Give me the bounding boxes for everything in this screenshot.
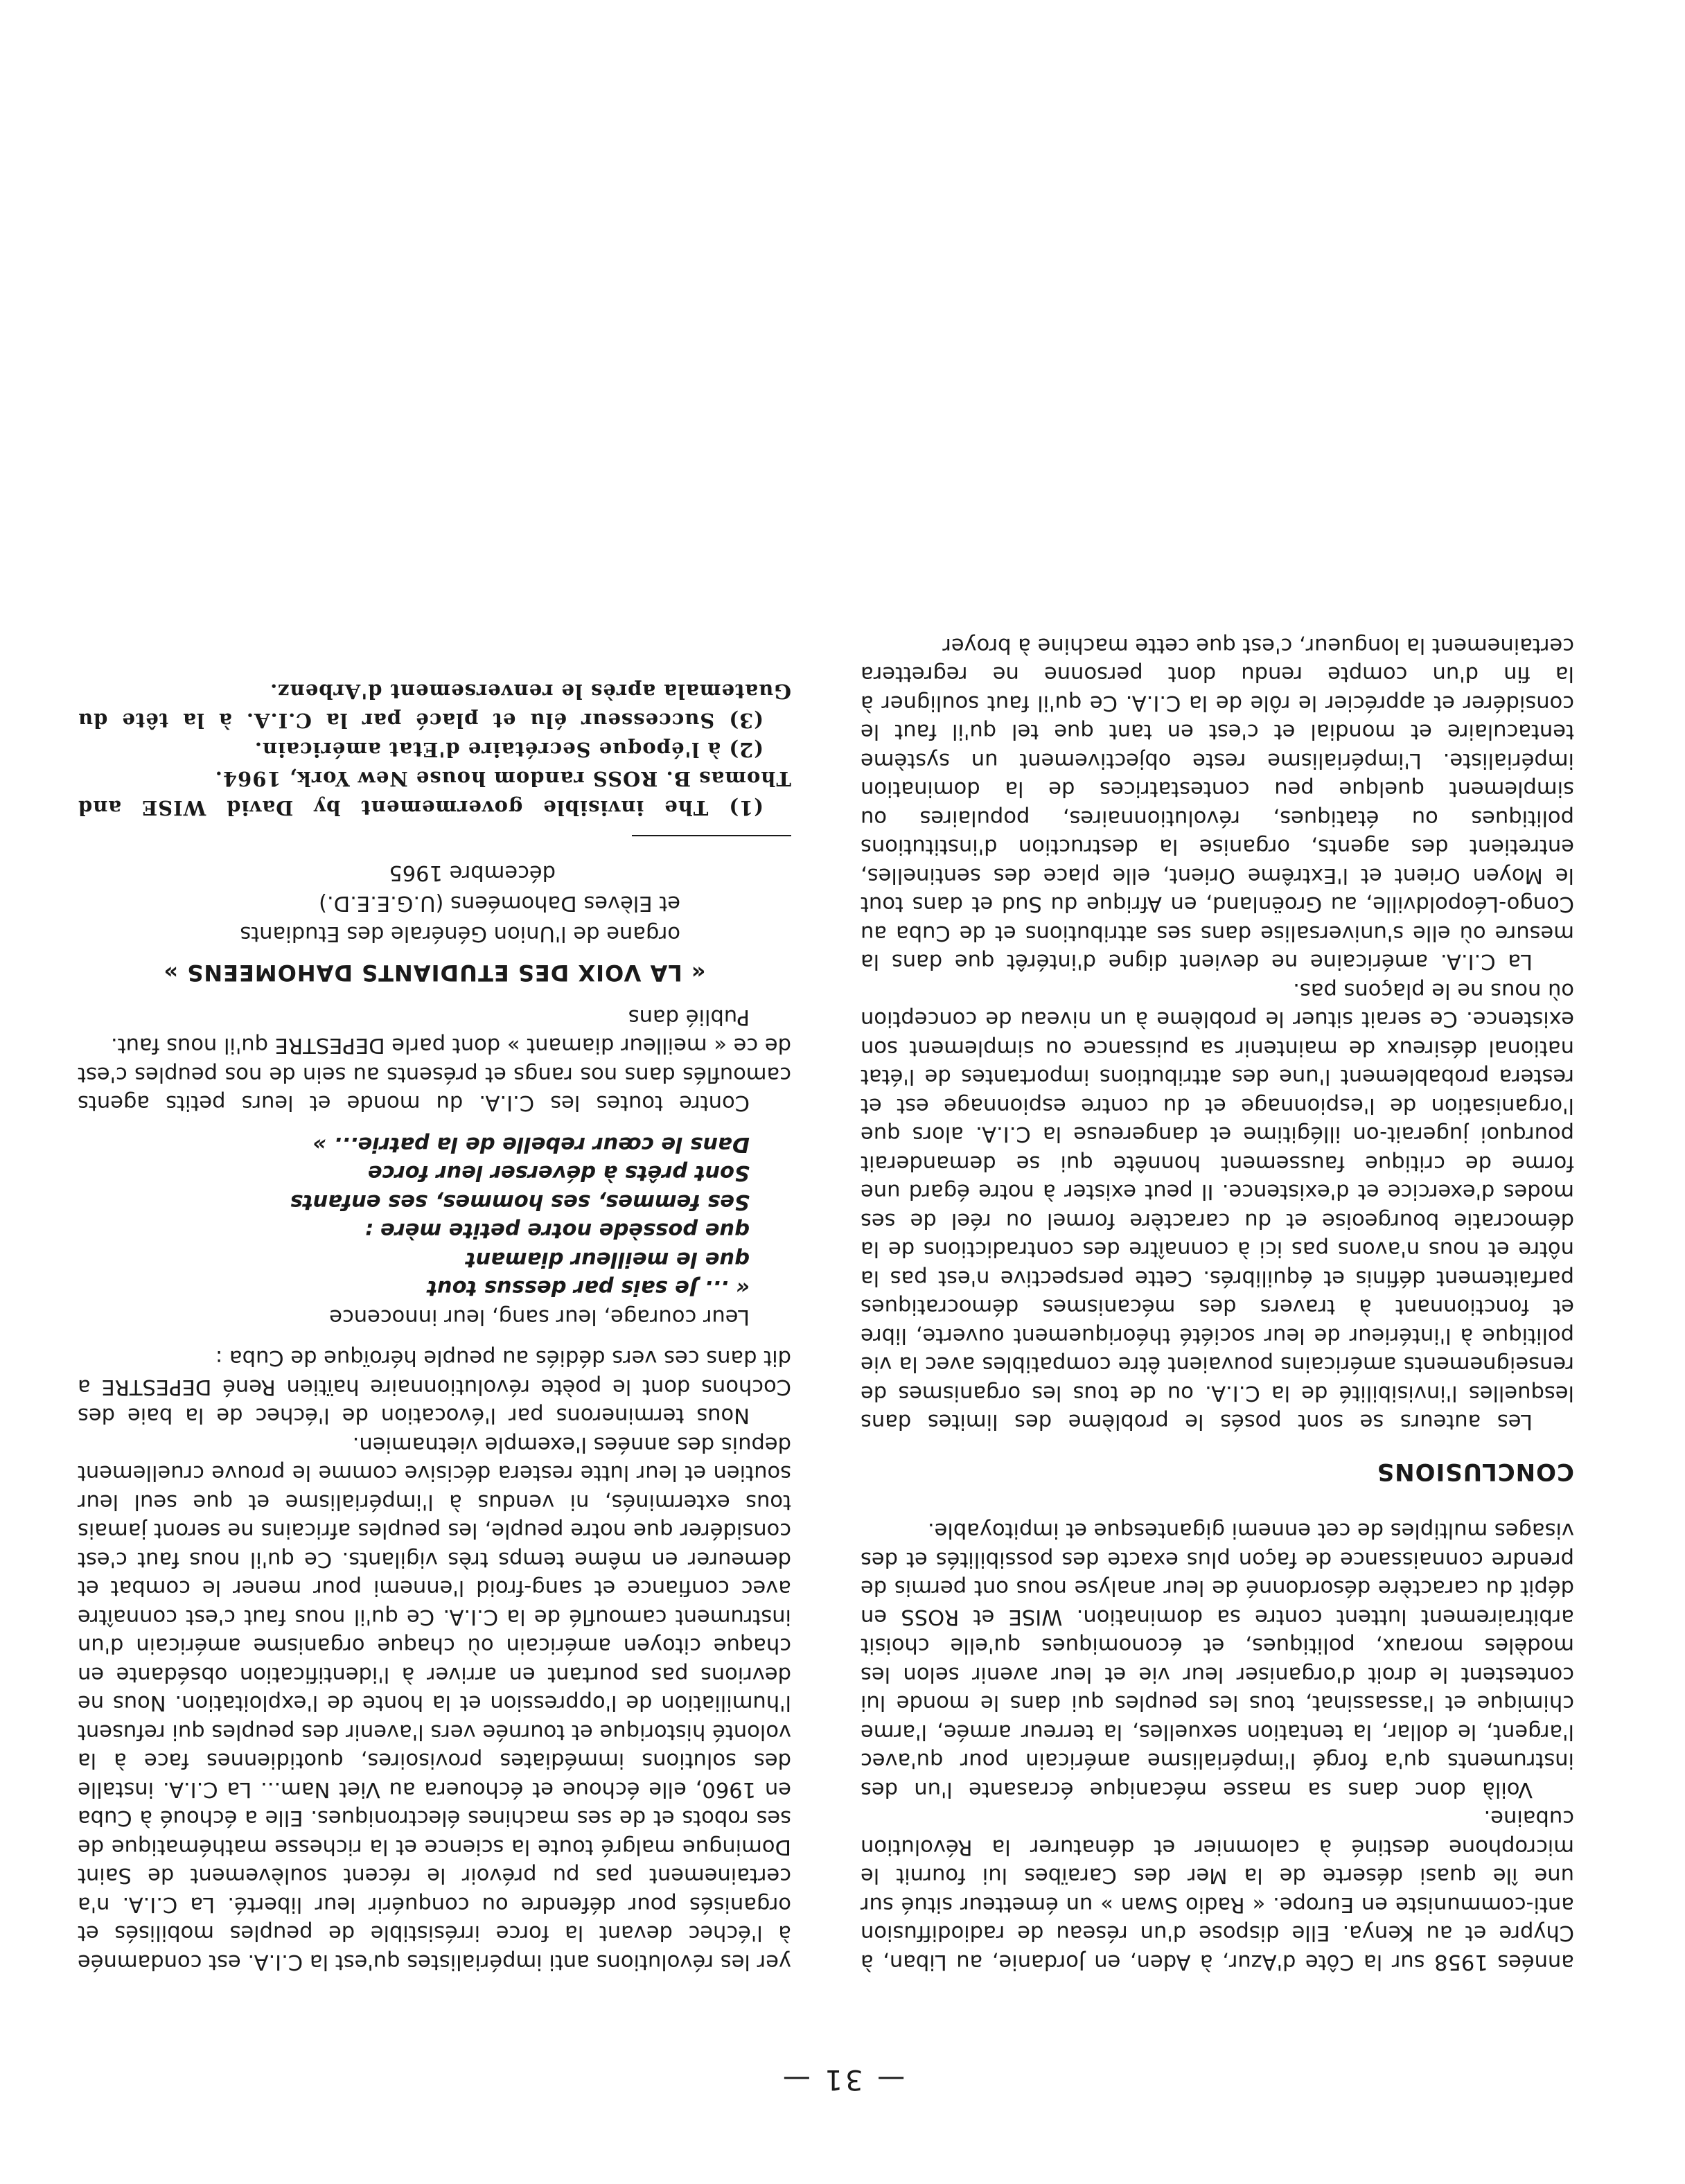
- paragraph: yer les révolutions anti impérialistes qu'est la C.I.A. est condamnée à l'échec devant la force irrésistible de peuples mobilisés et organisés pour défendre ou conquérir leur liberté. La C.I.A. n'a certainement pas pu prévoir le récent soulèvement de Saint Domingue malgré toute la science et la richesse mathématique de ses robots et de ses machines électroniques. Elle a échoué à Cuba en 1960, elle échoue et échouera au Viet Nam... La C.I.A. installe des solutions immédiates provisoires, quotidiennes face à la volonté historique et tournée vers l'avenir des peuples qui refusent l'humiliation de l'oppression et la honte de l'exploitation. Nous ne devrions pas pourtant en arriver à l'identification obsédante en chaque citoyen américain où chaque organisme américain d'un instrument camouflé de la C.I.A. Ce qu'il nous faut c'est connaître avec confiance et sang-froid l'ennemi pour mener le combat et demeurer en même temps très vigilants. Ce qu'il nous faut c'est considérer que notre peuple, les peuples africains ne seront jamais tous exterminés, ni vendus à l'impérialisme et que seul leur soutien et leur lutte restera décisive comme le prouve cruellement depuis des années l'exemple vietnamien.: [78, 1432, 791, 1974]
- paragraph: Nous terminerons par l'évocation de l'échec de la baie des Cochons dont le poète révolutionnaire haïtien René DEPESTRE a dit dans ces vers dédiés au peuple héroïque de Cuba :: [78, 1346, 791, 1428]
- poem-line: Sont prêts à déverser leur force: [367, 1161, 750, 1186]
- poem-line: Dans le cœur rebelle de la patrie... »: [312, 1132, 750, 1156]
- journal-subtitle: [78, 888, 680, 949]
- journal-line: organe de l'Union Générale des Etudiants: [240, 922, 680, 946]
- poem-line: que possède notre petite mère :: [364, 1218, 750, 1243]
- paragraph: années 1958 sur la Côte d'Azur, à Aden, en Jordanie, au Liban, à Chypre et au Kenya. Elle dispose d'un réseau de radiodiffusion anti-communiste en Europe. « Radio Swan » un émetteur situé sur une île quasi déserte de la Mer des Caraïbes lui fournit le microphone destiné à calomnier et dénaturer la Révolution cubaine.: [861, 1806, 1574, 1974]
- journal-title: « LA VOIX DES ETUDIANTS DAHOMEENS »: [163, 960, 706, 987]
- paragraph: Voilà donc dans sa masse mécanique écrasante l'un des instruments qu'a forgé l'impérialisme américain pour qu'avec l'argent, le dollar, la tentation sexuelles, la terreur armée, l'arme chimique et l'assassinat, tous les peuples qui dans le monde lui contestent le droit d'organiser leur vie et leur avenir selon les modèles moraux, politiques, et économiques qu'elle choisit arbitrairement luttent contre sa domination. WISE et ROSS en dépit du caractère désordonné de leur analyse nous ont permis de prendre connaissance de façon plus exacte des possibilités et des visages multiples de cet ennemi gigantesque et impitoyable.: [861, 1518, 1574, 1802]
- left-column: [861, 631, 1574, 1977]
- paragraph: Les auteurs se sont posés le problème des limites dans lesquelles l'invisibilité de la C.I.A. ou de tous les organismes de renseignements américains pouvaient être compatibles avec la vie politique à l'intérieur de leur société théoriquement ouverte, libre et fonctionnant à travers des mécanismes démocratiques parfaitement définis et équilibrés. Cette perspective n'est pas la nôtre et nous n'avons pas ici à connaître des contradictions de la démocratie bourgeoise et du caractère formel ou réel de ses modes d'exercice et d'existence. Il peut exister à notre égard une forme de critique faussement honnête qui se demanderait pourquoi jugerait-on illégitime et dangereuse la C.I.A. alors que l'organisation de l'espionnage et du contre espionnage est et restera probablement l'une des attributions importantes de l'état national désireux de maintenir sa puissance ou simplement son existence. Ce serait situer le problème à un niveau de conception où nous ne le plaçons pas.: [861, 978, 1574, 1434]
- footnote: (1) The invisible govermement by David WISE and Thomas B. ROSS random house New York, 1964.: [78, 767, 791, 820]
- poem-line: que le meilleur diamant: [465, 1247, 750, 1271]
- journal-line: et Elèves Dahoméens (U.G.E.E.D.): [319, 891, 680, 915]
- footnotes: [78, 677, 791, 822]
- paragraph: La C.I.A. américaine ne devient digne d'intérêt que dans la mesure où elle s'universalise dans ses attributions et de Cuba au Congo-Léopoldville, au Groënland, en Afrique du Sud et dans tout le Moyen Orient et l'Extrême Orient, elle place des sentinelles, entretient des agents, organise la destruction d'institutions politiques ou étatiques, révolutionnaires, populaires ou simplement quelque peu contestatrices de la domination impérialiste. L'impérialisme reste objectivement un système tentaculaire et mondial et c'est en tant que tel qu'il faut le considérer et apprécier le rôle de la C.I.A. Ce qu'il faut souligner à la fin d'un compte rendu dont personne ne regrettera certainement la longueur, c'est que cette machine à broyer: [861, 633, 1574, 974]
- conclusions-heading: CONCLUSIONS: [1376, 1458, 1574, 1486]
- closing-paragraph: Contre toutes les C.I.A. du monde et leurs petits agents camouflés dans nos rangs et présents au sein de nos peuples c'est de ce « meilleur diamant » dont parle DEPESTRE qu'il nous faut.: [78, 1033, 791, 1116]
- published-label: Publié dans: [628, 1005, 750, 1029]
- footnote: (3) Successeur élu et placé par la C.I.A. à la tête du Guatemala après le renversement d'Arbenz.: [78, 680, 791, 732]
- footnote: (2) à l'époque Secrétaire d'Etat américain.: [254, 738, 764, 761]
- right-column: [78, 677, 791, 1976]
- poem-line: Ses femmes, ses hommes, ses enfants: [290, 1190, 750, 1214]
- footnote-divider: [632, 835, 791, 836]
- journal-date: décembre 1965: [389, 861, 556, 885]
- poem-intro: Leur courage, leur sang, leur innocence: [329, 1305, 750, 1329]
- poem-line: « ... Je sais par dessus tout: [427, 1276, 750, 1301]
- page-number: — 31 —: [779, 2063, 906, 2095]
- poem: [78, 1130, 750, 1303]
